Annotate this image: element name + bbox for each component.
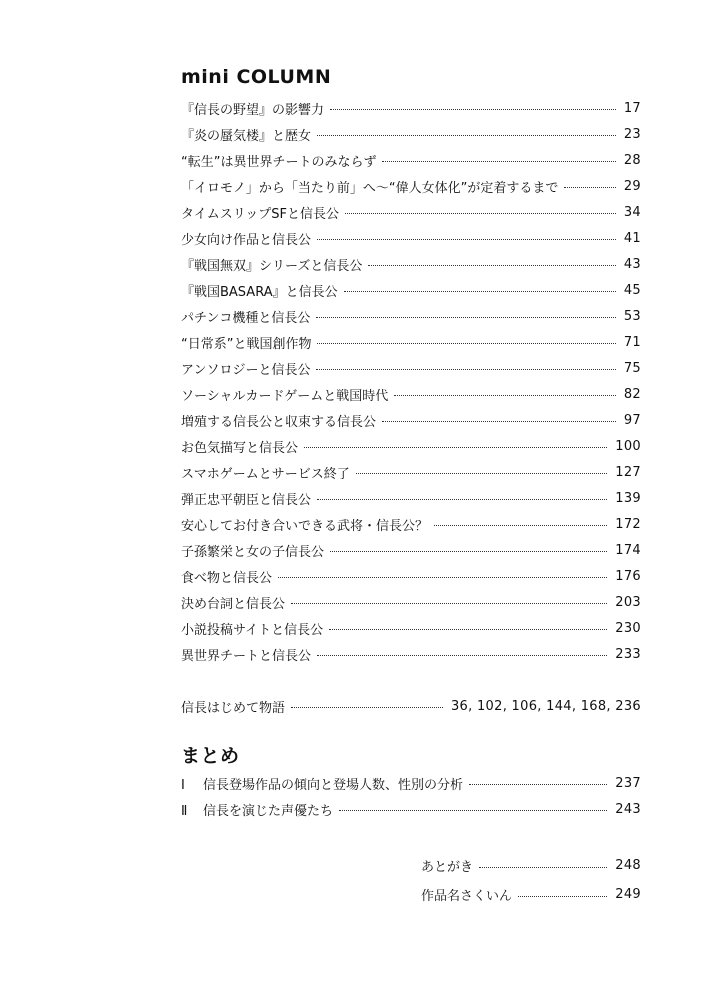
page-number: 75 bbox=[623, 360, 641, 376]
toc-entry[interactable] bbox=[181, 329, 641, 355]
toc-entry[interactable] bbox=[181, 381, 641, 407]
toc-entry-hajimete[interactable] bbox=[181, 693, 641, 719]
toc-entry[interactable] bbox=[421, 880, 641, 909]
entry-title: 小説投稿サイトと信長公 bbox=[181, 622, 324, 638]
toc-entry[interactable] bbox=[181, 121, 641, 147]
entry-title: 『信長の野望』の影響力 bbox=[181, 102, 325, 118]
dot-leader bbox=[469, 784, 607, 785]
entry-title: 『戦国BASARA』と信長公 bbox=[181, 284, 338, 300]
page-number: 230 bbox=[615, 620, 641, 636]
toc-entry[interactable] bbox=[181, 511, 641, 537]
entry-title: 子孫繁栄と女の子信長公 bbox=[181, 544, 325, 560]
toc-entry[interactable] bbox=[181, 433, 641, 459]
matome-list bbox=[181, 770, 641, 822]
mini-column-heading: mini COLUMN bbox=[181, 66, 332, 88]
entry-title: 安心してお付き合いできる武将・信長公？ bbox=[181, 518, 429, 534]
entry-title: 『戦国無双』シリーズと信長公 bbox=[181, 258, 363, 274]
dot-leader bbox=[317, 343, 615, 344]
page-number: 53 bbox=[623, 308, 641, 324]
toc-entry[interactable] bbox=[181, 641, 641, 667]
dot-leader bbox=[317, 499, 607, 500]
page-number: 34 bbox=[623, 204, 641, 220]
page-number: 243 bbox=[615, 801, 641, 817]
page-number: 97 bbox=[623, 412, 641, 428]
toc-entry[interactable] bbox=[181, 563, 641, 589]
dot-leader bbox=[564, 187, 616, 188]
toc-entry[interactable] bbox=[181, 589, 641, 615]
entry-title: スマホゲームとサービス終了 bbox=[181, 466, 350, 482]
entry-title: “転生”は異世界チートのみならず bbox=[181, 154, 377, 170]
dot-leader bbox=[278, 577, 607, 578]
dot-leader bbox=[317, 239, 616, 240]
dot-leader bbox=[317, 655, 607, 656]
dot-leader bbox=[291, 707, 443, 708]
entry-title: 決め台詞と信長公 bbox=[181, 596, 286, 612]
entry-title: 異世界チートと信長公 bbox=[181, 648, 312, 664]
toc-entry[interactable] bbox=[181, 95, 641, 121]
toc-entry[interactable] bbox=[181, 303, 641, 329]
toc-entry[interactable] bbox=[181, 251, 641, 277]
entry-title: タイムスリップSFと信長公 bbox=[181, 206, 339, 222]
entry-title: 『炎の蜃気楼』と歴女 bbox=[181, 128, 312, 144]
page-number: 139 bbox=[615, 490, 641, 506]
dot-leader bbox=[330, 551, 607, 552]
toc-entry[interactable] bbox=[181, 355, 641, 381]
toc-entry[interactable] bbox=[181, 615, 641, 641]
roman-numeral: Ⅰ bbox=[181, 777, 185, 793]
toc-entry[interactable] bbox=[181, 770, 641, 796]
dot-leader bbox=[291, 603, 607, 604]
page-number: 29 bbox=[623, 178, 641, 194]
page-number: 233 bbox=[615, 646, 641, 662]
entry-title: パチンコ機種と信長公 bbox=[181, 310, 311, 326]
entry-title: 「イロモノ」から「当たり前」へ～“偉人女体化”が定着するまで bbox=[181, 180, 559, 196]
page-number: 176 bbox=[615, 568, 641, 584]
page-number: 41 bbox=[623, 230, 641, 246]
page-number: 248 bbox=[615, 858, 641, 873]
page-number: 17 bbox=[623, 100, 641, 116]
dot-leader bbox=[304, 447, 607, 448]
toc-entry[interactable] bbox=[181, 199, 641, 225]
page-number: 249 bbox=[615, 887, 641, 902]
entry-title: 増殖する信長公と収束する信長公 bbox=[181, 414, 377, 430]
dot-leader bbox=[518, 896, 607, 897]
dot-leader bbox=[479, 867, 607, 868]
hajimete-list bbox=[181, 693, 641, 719]
toc-entry[interactable] bbox=[421, 851, 641, 880]
page-number: 203 bbox=[615, 594, 641, 610]
dot-leader bbox=[434, 525, 607, 526]
dot-leader bbox=[330, 109, 616, 110]
entry-title: あとがき bbox=[421, 860, 474, 875]
mini-column-list bbox=[181, 95, 641, 667]
page-number: 43 bbox=[623, 256, 641, 272]
toc-entry[interactable] bbox=[181, 459, 641, 485]
toc-entry[interactable] bbox=[181, 485, 641, 511]
page-number: 100 bbox=[615, 438, 641, 454]
dot-leader bbox=[317, 135, 616, 136]
entry-title: 信長はじめて物語 bbox=[181, 700, 286, 716]
page-numbers: 36, 102, 106, 144, 168, 236 bbox=[450, 698, 641, 714]
toc-entry[interactable] bbox=[181, 796, 641, 822]
dot-leader bbox=[316, 369, 615, 370]
page-number: 172 bbox=[615, 516, 641, 532]
toc-entry[interactable] bbox=[181, 537, 641, 563]
page-number: 174 bbox=[615, 542, 641, 558]
toc-entry[interactable] bbox=[181, 277, 641, 303]
toc-entry[interactable] bbox=[181, 225, 641, 251]
page-number: 45 bbox=[623, 282, 641, 298]
dot-leader bbox=[344, 291, 616, 292]
dot-leader bbox=[368, 265, 615, 266]
toc-entry[interactable] bbox=[181, 173, 641, 199]
page-number: 127 bbox=[615, 464, 641, 480]
entry-title bbox=[181, 774, 469, 793]
dot-leader bbox=[382, 161, 615, 162]
entry-title: お色気描写と信長公 bbox=[181, 440, 299, 456]
page-number: 71 bbox=[623, 334, 641, 350]
page-number: 28 bbox=[623, 152, 641, 168]
entry-title: 作品名さくいん bbox=[421, 889, 513, 904]
page-number: 23 bbox=[623, 126, 641, 142]
back-matter-list bbox=[421, 851, 641, 909]
entry-title: “日常系”と戦国創作物 bbox=[181, 336, 312, 352]
dot-leader bbox=[316, 317, 615, 318]
dot-leader bbox=[356, 473, 608, 474]
entry-title: 弾正忠平朝臣と信長公 bbox=[181, 492, 312, 508]
dot-leader bbox=[345, 213, 616, 214]
page-number: 82 bbox=[623, 386, 641, 402]
entry-text: 信長登場作品の傾向と登場人数、性別の分析 bbox=[203, 777, 464, 793]
entry-title: 食べ物と信長公 bbox=[181, 570, 273, 586]
entry-text: 信長を演じた声優たち bbox=[203, 803, 334, 819]
dot-leader bbox=[339, 810, 607, 811]
dot-leader bbox=[382, 421, 616, 422]
page-number: 237 bbox=[615, 775, 641, 791]
entry-title: アンソロジーと信長公 bbox=[181, 362, 311, 378]
entry-title bbox=[181, 800, 339, 819]
toc-entry[interactable] bbox=[181, 407, 641, 433]
dot-leader bbox=[394, 395, 616, 396]
entry-title: ソーシャルカードゲームと戦国時代 bbox=[181, 388, 389, 404]
matome-heading: まとめ bbox=[181, 745, 240, 767]
toc-entry[interactable] bbox=[181, 147, 641, 173]
roman-numeral: Ⅱ bbox=[181, 803, 188, 819]
entry-title: 少女向け作品と信長公 bbox=[181, 232, 312, 248]
dot-leader bbox=[329, 629, 607, 630]
